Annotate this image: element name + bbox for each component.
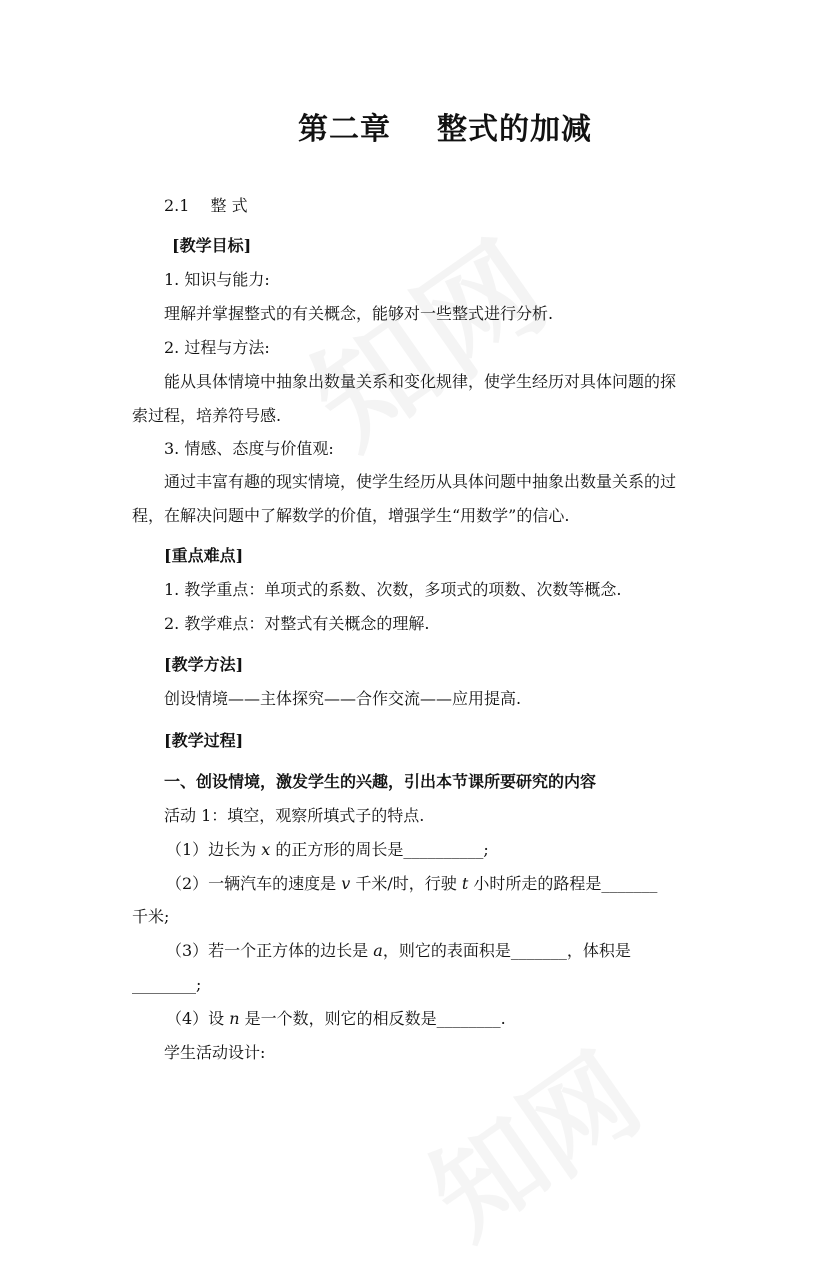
question-3 [166, 941, 631, 961]
question-4 [166, 1009, 506, 1029]
chapter-name: 整式的加减 [437, 112, 592, 147]
methods-heading: [教学方法] [164, 655, 244, 674]
objectives-heading: [教学目标] [172, 236, 252, 255]
q1-text-a: （1）边长为 [166, 840, 262, 859]
emotion-heading: 3. 情感、态度与价值观: [164, 439, 334, 458]
q2-variable-v: v [341, 874, 351, 893]
activity-one: 活动 1：填空，观察所填式子的特点. [164, 806, 425, 825]
knowledge-heading: 1. 知识与能力: [164, 270, 270, 289]
watermark [273, 193, 578, 478]
q2-variable-t: t [461, 874, 469, 893]
q4-variable: n [229, 1009, 240, 1028]
keypoints-heading: [重点难点] [164, 546, 244, 565]
process-heading: [教学过程] [164, 731, 244, 750]
watermark-bottom [395, 1011, 666, 1267]
chapter-number: 第二章 [298, 112, 391, 147]
question-2 [166, 874, 657, 894]
q3-text-a: （3）若一个正方体的边长是 [166, 941, 374, 960]
knowledge-text: 理解并掌握整式的有关概念，能够对一些整式进行分析. [164, 304, 554, 323]
process-method-heading: 2. 过程与方法: [164, 338, 270, 357]
question-2-continued: 千米; [132, 907, 170, 926]
q4-text-b: 是一个数，则它的相反数是________. [239, 1009, 506, 1028]
chapter-title [0, 104, 830, 148]
emotion-text-2: 程，在解决问题中了解数学的价值，增强学生“用数学”的信心. [132, 506, 570, 525]
question-1 [166, 840, 489, 860]
q2-text-b: 千米/时，行驶 [350, 874, 462, 893]
q3-text-b: ，则它的表面积是_______，体积是 [382, 941, 631, 960]
section-heading: 2.1 整 式 [164, 196, 248, 215]
student-activity-design: 学生活动设计: [164, 1043, 266, 1062]
process-method-text-1: 能从具体情境中抽象出数量关系和变化规律，使学生经历对具体问题的探 [164, 372, 677, 391]
question-3-continued: ________; [132, 975, 202, 994]
keypoint-item-1: 1. 教学重点：单项式的系数、次数，多项式的项数、次数等概念. [164, 580, 622, 599]
methods-text: 创设情境——主体探究——合作交流——应用提高. [164, 689, 522, 708]
q4-text-a: （4）设 [166, 1009, 230, 1028]
q3-variable: a [373, 941, 383, 960]
q1-text-b: 的正方形的周长是__________; [270, 840, 489, 859]
q1-variable: x [261, 840, 271, 859]
q2-text-c: 小时所走的路程是_______ [468, 874, 658, 893]
part-one-heading: 一、创设情境，激发学生的兴趣，引出本节课所要研究的内容 [164, 772, 597, 791]
emotion-text-1: 通过丰富有趣的现实情境，使学生经历从具体问题中抽象出数量关系的过 [164, 472, 677, 491]
q2-text-a: （2）一辆汽车的速度是 [166, 874, 342, 893]
keypoint-item-2: 2. 教学难点：对整式有关概念的理解. [164, 614, 430, 633]
process-method-text-2: 索过程，培养符号感. [132, 406, 282, 425]
